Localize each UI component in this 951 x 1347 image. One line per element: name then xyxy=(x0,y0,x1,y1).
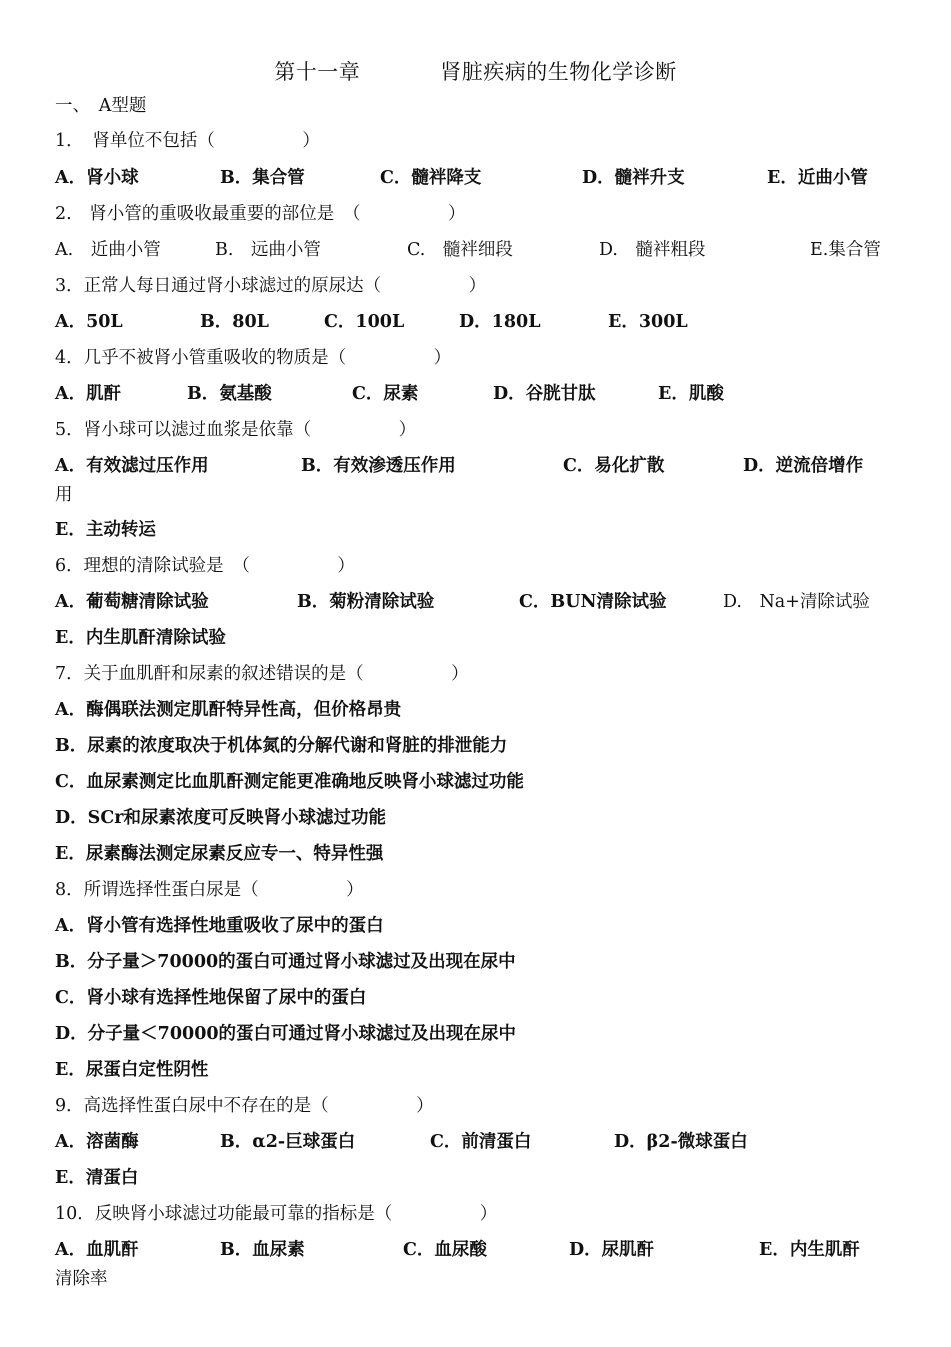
option-b: B. 远曲小管 xyxy=(215,240,321,260)
option-d-continued: 用 xyxy=(55,485,73,505)
option-c: C．髓袢降支 xyxy=(380,168,482,188)
option-d: D. Na+清除试验 xyxy=(723,592,870,612)
section-heading: 一、 A型题 xyxy=(55,96,147,116)
question-5-stem: 5．肾小球可以滤过血浆是依靠（ ） xyxy=(55,420,417,440)
option-d: D．β2-微球蛋白 xyxy=(614,1132,748,1152)
option-e: E.集合管 xyxy=(810,240,881,260)
question-4-stem: 4．几乎不被肾小管重吸收的物质是（ ） xyxy=(55,348,452,368)
question-7-option-c: C．血尿素测定比血肌酐测定能更准确地反映肾小球滤过功能 xyxy=(55,772,524,792)
question-7-option-b: B．尿素的浓度取决于机体氮的分解代谢和肾脏的排泄能力 xyxy=(55,736,508,756)
question-2-stem: 2. 肾小管的重吸收最重要的部位是 （ ） xyxy=(55,204,466,224)
option-e-continued: 清除率 xyxy=(55,1269,108,1289)
option-c: C．BUN清除试验 xyxy=(519,592,667,612)
question-7-stem: 7．关于血肌酐和尿素的叙述错误的是（ ） xyxy=(55,664,469,684)
option-b: B．有效渗透压作用 xyxy=(301,456,456,476)
option-e: E．肌酸 xyxy=(658,384,724,404)
question-9-stem: 9．高选择性蛋白尿中不存在的是（ ） xyxy=(55,1096,434,1116)
option-e: E．内生肌酐 xyxy=(759,1240,860,1260)
option-c: C．100L xyxy=(324,312,405,332)
question-8-option-a: A．肾小管有选择性地重吸收了尿中的蛋白 xyxy=(55,916,384,936)
option-d: D．髓袢升支 xyxy=(582,168,685,188)
question-6-option-e: E．内生肌酐清除试验 xyxy=(55,628,226,648)
option-d: D. 髓袢粗段 xyxy=(599,240,706,260)
question-8-option-d: D．分子量＜70000的蛋白可通过肾小球滤过及出现在尿中 xyxy=(55,1024,517,1044)
option-a: A．血肌酐 xyxy=(55,1240,139,1260)
question-7-option-e: E．尿素酶法测定尿素反应专一、特异性强 xyxy=(55,844,384,864)
option-b: B．菊粉清除试验 xyxy=(297,592,435,612)
question-3-stem: 3．正常人每日通过肾小球滤过的原尿达（ ） xyxy=(55,276,487,296)
chapter-name: 肾脏疾病的生物化学诊断 xyxy=(440,60,677,84)
option-c: C．易化扩散 xyxy=(563,456,665,476)
option-d: D．180L xyxy=(459,312,541,332)
chapter-number: 第十一章 xyxy=(274,60,361,84)
option-c: C．血尿酸 xyxy=(403,1240,487,1260)
option-a: A．葡萄糖清除试验 xyxy=(55,592,209,612)
question-8-stem: 8．所谓选择性蛋白尿是（ ） xyxy=(55,880,364,900)
option-b: B．集合管 xyxy=(220,168,305,188)
question-8-option-c: C．肾小球有选择性地保留了尿中的蛋白 xyxy=(55,988,367,1008)
option-c: C．前清蛋白 xyxy=(430,1132,532,1152)
option-d: D．逆流倍增作 xyxy=(743,456,864,476)
option-a: A．有效滤过压作用 xyxy=(55,456,209,476)
option-b: B．氨基酸 xyxy=(187,384,272,404)
option-a: A．溶菌酶 xyxy=(55,1132,139,1152)
option-b: B．血尿素 xyxy=(220,1240,305,1260)
question-10-stem: 10．反映肾小球滤过功能最可靠的指标是（ ） xyxy=(55,1204,498,1224)
option-a: A. 近曲小管 xyxy=(55,240,161,260)
question-6-stem: 6．理想的清除试验是 （ ） xyxy=(55,556,355,576)
option-e: E．300L xyxy=(608,312,688,332)
option-b: B．α2-巨球蛋白 xyxy=(220,1132,356,1152)
question-1-stem: 1． 肾单位不包括（ ） xyxy=(55,131,320,151)
option-c: C. 髓袢细段 xyxy=(407,240,513,260)
option-d: D．尿肌酐 xyxy=(569,1240,655,1260)
option-a: A．肌酐 xyxy=(55,384,122,404)
option-a: A．50L xyxy=(55,312,123,332)
question-7-option-a: A．酶偶联法测定肌酐特异性高，但价格昂贵 xyxy=(55,700,402,720)
question-7-option-d: D．SCr和尿素浓度可反映肾小球滤过功能 xyxy=(55,808,386,828)
option-a: A．肾小球 xyxy=(55,168,139,188)
option-c: C．尿素 xyxy=(352,384,419,404)
question-5-option-e: E．主动转运 xyxy=(55,520,156,540)
question-8-option-b: B．分子量＞70000的蛋白可通过肾小球滤过及出现在尿中 xyxy=(55,952,516,972)
option-b: B．80L xyxy=(200,312,269,332)
question-9-option-e: E．清蛋白 xyxy=(55,1168,139,1188)
question-8-option-e: E．尿蛋白定性阴性 xyxy=(55,1060,209,1080)
option-d: D．谷胱甘肽 xyxy=(493,384,596,404)
chapter-title xyxy=(0,56,951,86)
option-e: E．近曲小管 xyxy=(767,168,868,188)
